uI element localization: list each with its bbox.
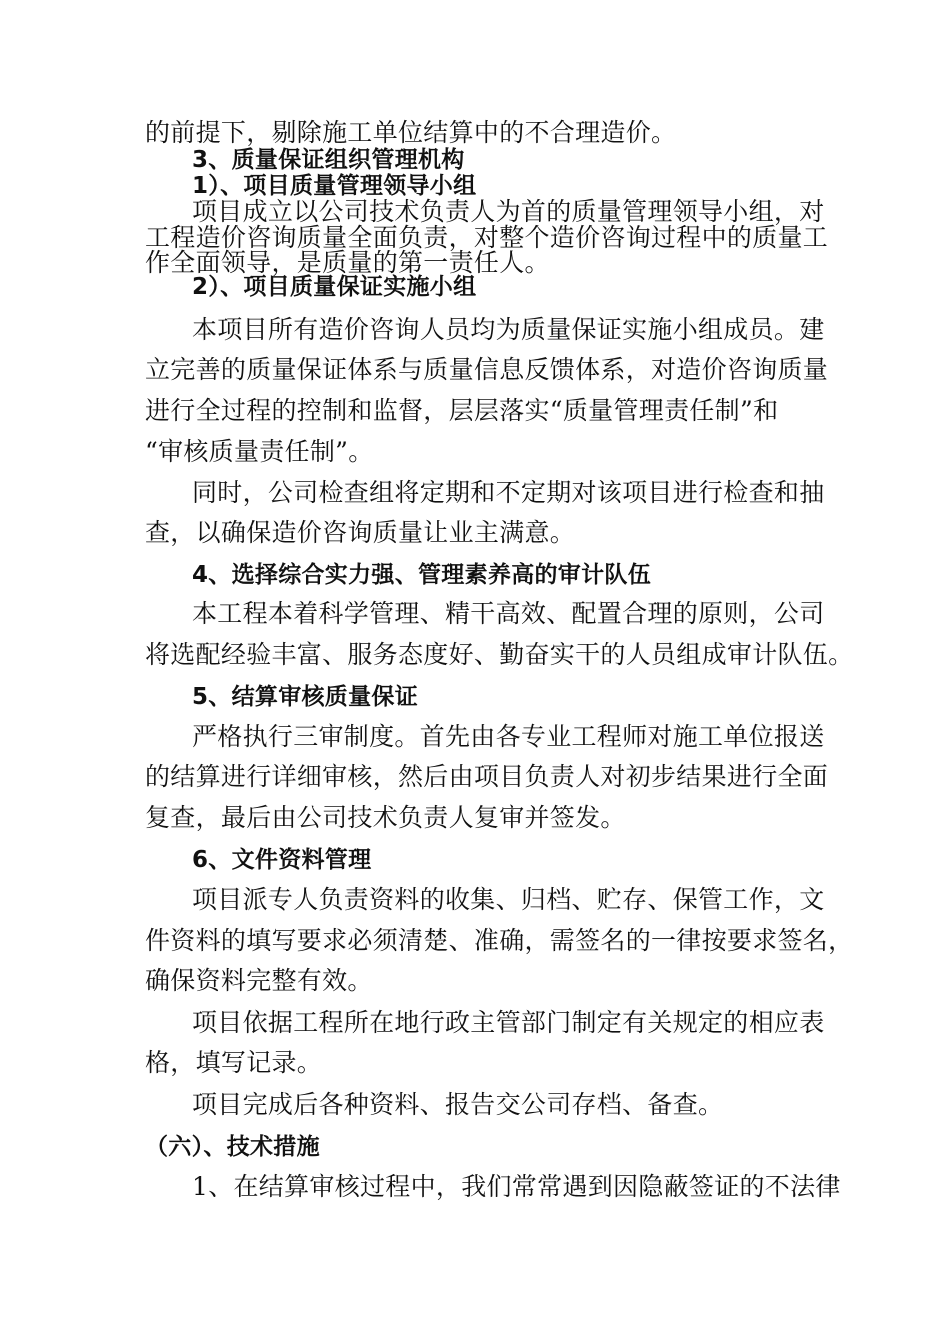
paragraph-line: 严格执行三审制度。首先由各专业工程师对施工单位报送 xyxy=(192,722,825,751)
section-heading: 4、选择综合实力强、管理素养高的审计队伍 xyxy=(192,562,652,588)
paragraph-line: 查，以确保造价咨询质量让业主满意。 xyxy=(145,518,576,547)
paragraph-line: 的结算进行详细审核，然后由项目负责人对初步结果进行全面 xyxy=(145,762,829,791)
section-heading: 3、质量保证组织管理机构 xyxy=(192,147,465,173)
paragraph-line: 本项目所有造价咨询人员均为质量保证实施小组成员。建 xyxy=(192,315,825,344)
paragraph-line: 复查，最后由公司技术负责人复审并签发。 xyxy=(145,803,626,832)
paragraph-line: 格，填写记录。 xyxy=(145,1048,323,1077)
section-heading: 6、文件资料管理 xyxy=(192,847,372,873)
paragraph-line: 的前提下，剔除施工单位结算中的不合理造价。 xyxy=(145,118,677,147)
paragraph-line: 项目依据工程所在地行政主管部门制定有关规定的相应表 xyxy=(192,1008,825,1037)
paragraph-line: 本工程本着科学管理、精干高效、配置合理的原则，公司 xyxy=(192,599,825,628)
paragraph-line: 确保资料完整有效。 xyxy=(145,966,373,995)
paragraph-line: 件资料的填写要求必须清楚、准确，需签名的一律按要求签名， xyxy=(145,926,854,955)
paragraph-line: 工程造价咨询质量全面负责，对整个造价咨询过程中的质量工 xyxy=(145,223,829,252)
chapter-heading: （六）、技术措施 xyxy=(145,1134,320,1160)
section-heading: 5、结算审核质量保证 xyxy=(192,684,419,710)
paragraph-line: 将选配经验丰富、服务态度好、勤奋实干的人员组成审计队伍。 xyxy=(145,640,854,669)
paragraph-line: “审核质量责任制”。 xyxy=(145,437,374,466)
paragraph-line: 项目派专人负责资料的收集、归档、贮存、保管工作，文 xyxy=(192,885,825,914)
paragraph-line: 同时，公司检查组将定期和不定期对该项目进行检查和抽 xyxy=(192,478,825,507)
paragraph-line: 进行全过程的控制和监督，层层落实“质量管理责任制”和 xyxy=(145,396,779,425)
paragraph-line: 项目成立以公司技术负责人为首的质量管理领导小组，对 xyxy=(192,197,825,226)
subsection-heading: 1）、项目质量管理领导小组 xyxy=(192,173,477,199)
subsection-heading: 2）、项目质量保证实施小组 xyxy=(192,274,477,300)
paragraph-line: 作全面领导，是质量的第一责任人。 xyxy=(145,248,550,277)
paragraph-line: 项目完成后各种资料、报告交公司存档、备查。 xyxy=(192,1090,724,1119)
paragraph-line: 1、在结算审核过程中，我们常常遇到因隐蔽签证的不法律 xyxy=(192,1172,841,1201)
paragraph-line: 立完善的质量保证体系与质量信息反馈体系，对造价咨询质量 xyxy=(145,355,829,384)
